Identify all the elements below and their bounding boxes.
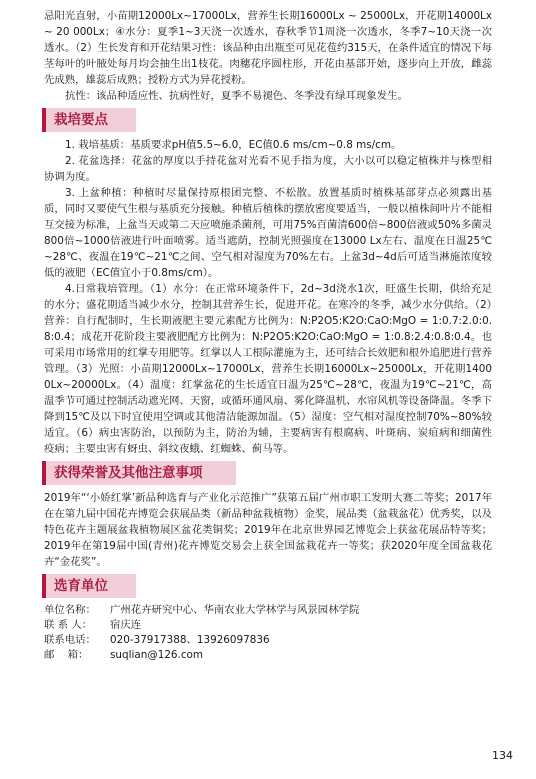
cultivation-item-1: 1. 栽培基质：基质要求pH值5.5~6.0，EC值0.6 ms/cm~0.8 ms/cm。 (65, 139, 402, 151)
resistance-paragraph: 抗性：该品种适应性、抗病性好，夏季不易褪色、冬季没有绿耳现象发生。 (65, 90, 408, 102)
cultivation-item-2: 2. 花盆选择：花盆的厚度以手持花盆对光看不见手指为度，大小以可以稳定植株并与株型相协调为度。 (44, 155, 492, 183)
contact-block (44, 603, 492, 663)
contact-value: 020-37917388、13926097836 (110, 634, 270, 646)
cultivation-item-4: 4.日常栽培管理。（1）水分：在正常环境条件下，2d~3d浇水1次，旺盛生长期，供给充足的水分；盛花期适当减少水分，控制其营养生长，促进开花。在寒冷的冬季，减少水分供给。（2）营养：自行配制时，生长期液肥主要元素配方比例为：N:P2O5:K2O:CaO:MgO = 1:0.7:2.0:0.8:0.4；成花开花阶段主要液肥配方比例为：N:P2O5:K2O:CaO:MgO = 1:0.8:2.4:0.8:0.4。也可采用市场常用的红掌专用肥等。红掌以人工根际灌施为主，还可结合长效肥和根外追肥进行营养管理。（3）光照：小苗期12000Lx~17000Lx，营养生长期16000Lx~25000Lx，开花期14000Lx~20000Lx。（4）温度：红掌盆花的生长适宜日温为25℃~28℃，夜温为19℃~21℃，高温季节可通过控制活动遮光网、天窗，或循环通风扇、雾化降温机、水帘风机等设备降温。冬季下降到15℃及以下时宜使用空调或其他清洁能源加温。（5）湿度：空气相对湿度控制70%~80%较适宜。（6）病虫害防治，以预防为主，防治为辅，主要病害有根腐病、叶斑病、炭疽病和细菌性疫病；主要虫害有蚜虫、斜纹夜蛾、红蜘蛛、蓟马等。 (44, 283, 492, 455)
contact-label: 联系电话： (44, 634, 96, 646)
contact-value: 宿庆连 (110, 619, 142, 631)
contact-row-person (44, 618, 492, 633)
intro-paragraph: 忌阳光直射，小苗期12000Lx~17000Lx，营养生长期16000Lx ~ 25000Lx，开花期14000Lx ~ 20 000Lx；④水分：夏季1~3天浇一次透水，春秋季节1周浇一次透水，冬季7~10天浇一次透水。（2）生长发育和开花结果习性：该品种由出瓶至可见花苞约315天，在条件适宜的情况下每茎每叶的叶腋处每月均会抽生出1枝花。肉穗花序圆柱形，开花由基部开始，逐步向上开放，雌蕊先成熟，雄蕊后成熟；授粉方式为异花授粉。 (44, 10, 492, 86)
section-heading-cultivation: 栽培要点 (42, 108, 136, 132)
contact-row-email (44, 648, 492, 663)
document-page (44, 8, 492, 663)
cultivation-item-3: 3. 上盆种植：种植时尽量保持原根团完整、不松散。放置基质时植株基部芽点必须露出基质，同时又要使气生根与基质充分接触。种植后植株的摆放密度要适当，一般以植株间叶片不能相互交接为标准，上盆当天或第二天应喷施杀菌剂，可用75%百菌清600倍~800倍液或50%多菌灵800倍~1000倍液进行叶面喷雾。适当遮荫，控制光照强度在13000 Lx左右、温度在日温25℃~28℃、夜温在19℃~21℃之间、空气相对湿度为70%左右。上盆3d~4d后可适当淋施浓度较低的液肥（EC值宜小于0.8ms/cm）。 (44, 187, 492, 279)
page-number: 134 (492, 749, 513, 762)
contact-value: suqlian@126.com (110, 649, 204, 661)
contact-value: 广州花卉研究中心、华南农业大学林学与风景园林学院 (110, 604, 360, 616)
honors-paragraph: 2019年“‘小娇红掌’新品种选育与产业化示范推广”获第五届广州市职工发明大赛二等奖；2017年在在第九届中国花卉博览会获展品类（新品种盆栽植物）金奖，展品类（盆栽盆花）优秀奖，以及特色花卉主题展盆栽植物展区盆花类铜奖；2019年在北京世界园艺博览会上获盆花展品特等奖；2019年在第19届中国(青州)花卉博览交易会上获全国盆栽花卉一等奖；获2020年度全国盆栽花卉“金花奖”。 (44, 492, 492, 568)
contact-row-unit (44, 603, 492, 618)
contact-label: 邮 箱： (44, 649, 89, 661)
contact-label: 联 系 人： (44, 619, 93, 631)
contact-row-phone (44, 633, 492, 648)
section-heading-unit: 选育单位 (42, 574, 136, 598)
section-heading-honors: 获得荣誉及其他注意事项 (42, 461, 236, 485)
contact-label: 单位名称： (44, 604, 96, 616)
